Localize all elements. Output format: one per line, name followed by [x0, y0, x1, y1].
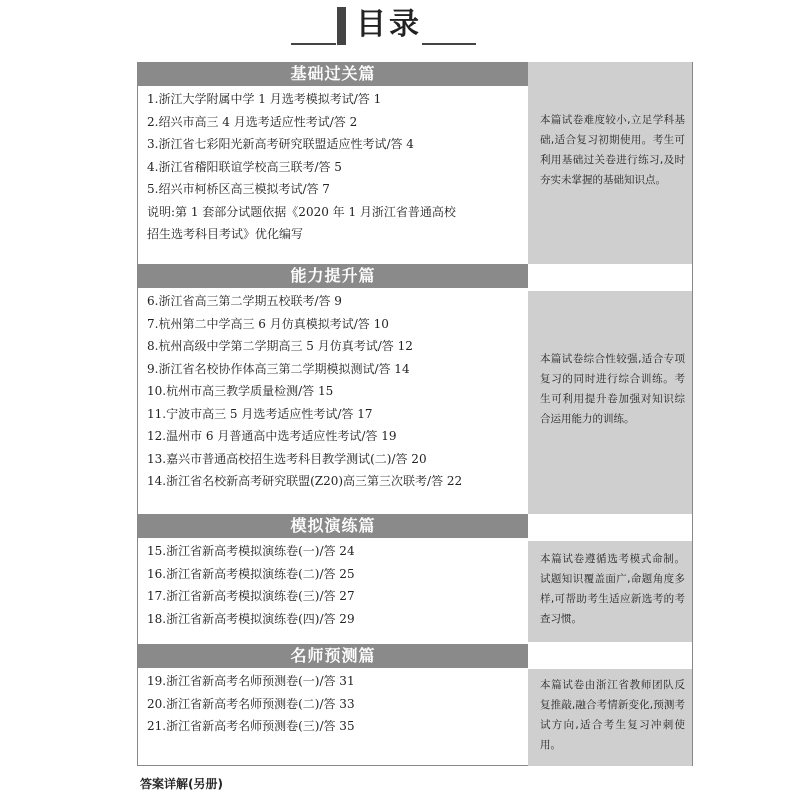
section-description-box: [528, 669, 692, 766]
section-note-line: 招生选考科目考试》优化编写: [147, 226, 304, 241]
toc-item[interactable]: 17.浙江省新高考模拟演练卷(三)/答 27: [147, 589, 355, 603]
toc-item[interactable]: 1.浙江大学附属中学 1 月选考模拟考试/答 1: [147, 92, 382, 106]
toc-item[interactable]: 19.浙江省新高考名师预测卷(一)/答 31: [147, 674, 355, 688]
toc-item[interactable]: 20.浙江省新高考名师预测卷(二)/答 33: [147, 696, 355, 711]
section-master-prediction: [137, 644, 693, 766]
toc-item[interactable]: 14.浙江省名校新高考研究联盟(Z20)高三第三次联考/答 22: [147, 474, 463, 488]
answer-key-note: 答案详解(另册): [140, 777, 223, 791]
title-underline-right: [422, 43, 476, 45]
section-description: 本篇试卷由浙江省教师团队反复推敲,融合考情新变化,预测考试方向,适合考生复习冲刺使用。: [540, 679, 685, 751]
section-heading: 能力提升篇: [138, 264, 528, 288]
section-description: 本篇试卷遵循选考模式命制。试题知识覆盖面广,命题角度多样,可帮助考生适应新选考的考查习惯。: [540, 553, 685, 625]
toc-item[interactable]: 13.嘉兴市普通高校招生选考科目教学测试(二)/答 20: [147, 451, 427, 466]
section-description: 本篇试卷综合性较强,适合专项复习的同时进行综合训练。考生可利用提升卷加强对知识综合运用能力的训练。: [540, 353, 685, 425]
section-simulation: [137, 514, 693, 642]
toc-item[interactable]: 4.浙江省稽阳联谊学校高三联考/答 5: [147, 159, 342, 174]
section-heading: 基础过关篇: [138, 62, 528, 86]
toc-list: [147, 88, 521, 245]
toc-item[interactable]: 9.浙江省名校协作体高三第二学期模拟测试/答 14: [147, 361, 410, 376]
title-underline-left: [291, 43, 336, 45]
title-area: [0, 0, 800, 50]
toc-list: [147, 670, 521, 738]
section-heading: 名师预测篇: [138, 644, 528, 668]
toc-item[interactable]: 11.宁波市高三 5 月选考适应性考试/答 17: [147, 406, 373, 421]
toc-item[interactable]: 2.绍兴市高三 4 月选考适应性考试/答 2: [147, 114, 358, 129]
section-description-box: [528, 291, 692, 514]
toc-list: [147, 290, 521, 493]
toc-item[interactable]: 5.绍兴市柯桥区高三模拟考试/答 7: [147, 182, 330, 196]
section-ability: [137, 264, 693, 514]
toc-item[interactable]: 6.浙江省高三第二学期五校联考/答 9: [147, 294, 342, 308]
section-heading: 模拟演练篇: [138, 514, 528, 538]
toc-item[interactable]: 21.浙江省新高考名师预测卷(三)/答 35: [147, 719, 355, 733]
page-title: 目录: [356, 7, 422, 42]
toc-item[interactable]: 15.浙江省新高考模拟演练卷(一)/答 24: [147, 544, 355, 558]
toc-item[interactable]: 7.杭州第二中学高三 6 月仿真模拟考试/答 10: [147, 316, 389, 331]
title-accent-bar: [337, 7, 346, 45]
toc-item[interactable]: 3.浙江省七彩阳光新高考研究联盟适应性考试/答 4: [147, 137, 414, 151]
toc-item[interactable]: 12.温州市 6 月普通高中选考适应性考试/答 19: [147, 429, 397, 443]
section-description: 本篇试卷难度较小,立足学科基础,适合复习初期使用。考生可利用基础过关卷进行练习,及时夯实未掌握的基础知识点。: [540, 114, 685, 186]
toc-item[interactable]: 18.浙江省新高考模拟演练卷(四)/答 29: [147, 611, 355, 626]
section-description-box: [528, 541, 692, 642]
toc-item[interactable]: 10.杭州市高三教学质量检测/答 15: [147, 384, 334, 398]
section-description-box: [528, 62, 692, 264]
toc-item[interactable]: 8.杭州高级中学第二学期高三 5 月仿真考试/答 12: [147, 339, 413, 353]
toc-list: [147, 540, 521, 630]
toc-item[interactable]: 16.浙江省新高考模拟演练卷(二)/答 25: [147, 566, 355, 581]
section-note-line: 说明:第 1 套部分试题依据《2020 年 1 月浙江省普通高校: [147, 204, 456, 219]
section-basic: [137, 62, 693, 264]
